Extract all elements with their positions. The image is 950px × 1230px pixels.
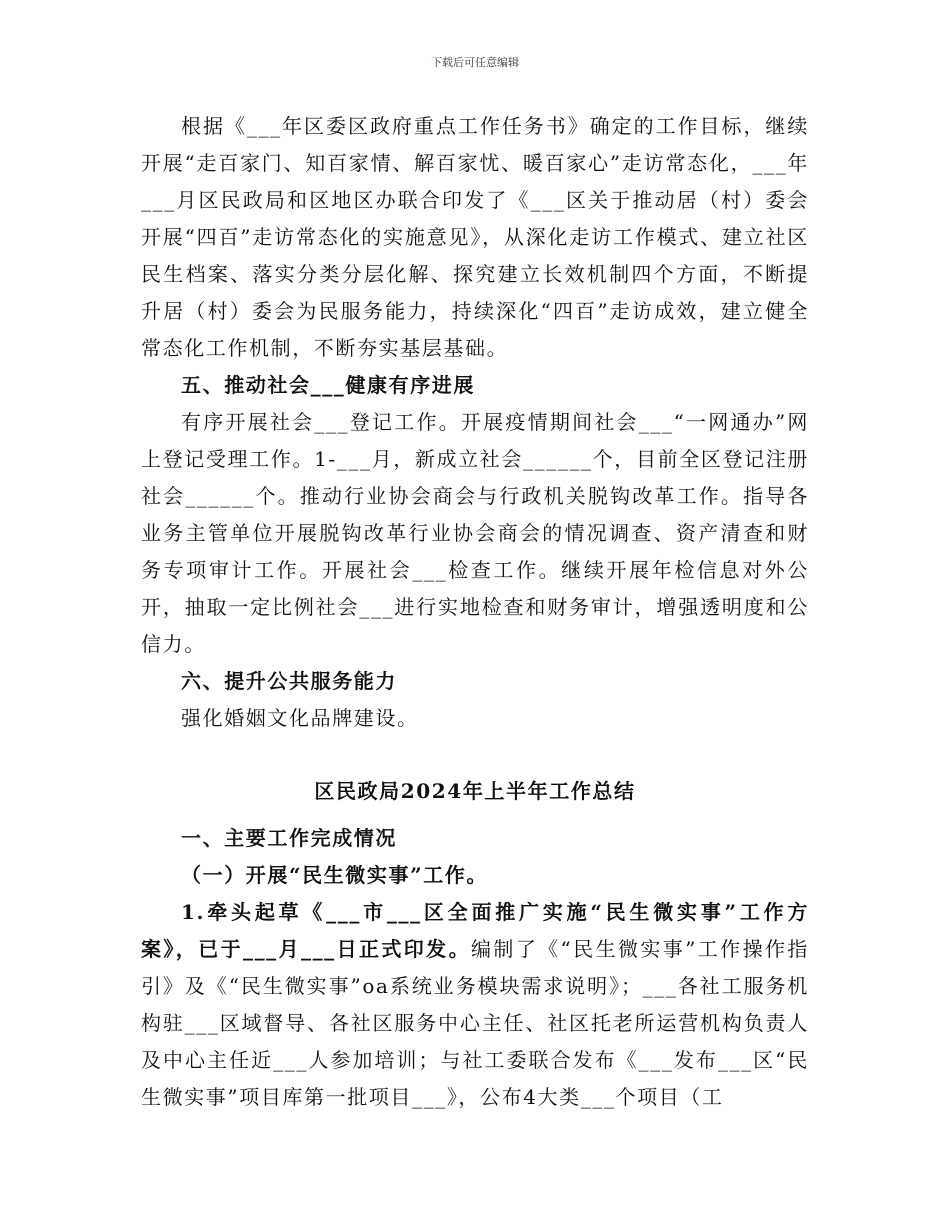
document-title: 区民政局2024年上半年工作总结 <box>314 779 636 803</box>
page-header-note: 下载后可任意编辑 <box>431 56 519 69</box>
paragraph-visits: 根据《___年区委区政府重点工作任务书》确定的工作目标，继续开展“走百家门、知百家情、解百家忧、暖百家心”走访常态化，___年___月区民政局和区地区办联合印发了《___区关于推动居（村）委会开展“四百”走访常态化的实施意见》，从深化走访工作模式、建立社区民生档案、落实分类分层化解、探究建立长效机制四个方面，不断提升居（村）委会为民服务能力，持续深化“四百”走访成效，建立健全常态化工作机制，不断夯实基层基础。 <box>141 114 809 360</box>
heading-subsection-1: （一）开展“民生微实事”工作。 <box>181 863 489 887</box>
heading-section-6: 六、提升公共服务能力 <box>181 669 397 693</box>
paragraph-minsheng-lead: 1.牵头起草《___市___区全面推广实施“民生微实事”工作方案》，已于___月___日正式印发。 <box>141 900 809 961</box>
heading-main-work: 一、主要工作完成情况 <box>181 826 397 850</box>
paragraph-marriage: 强化婚姻文化品牌建设。 <box>181 706 419 730</box>
heading-section-5: 五、推动社会___健康有序进展 <box>181 373 475 397</box>
paragraph-minsheng-body: 编制了《“民生微实事”工作操作指引》及《“民生微实事”oa系统业务模块需求说明》；___各社工服务机构驻___区域督导、各社区服务中心主任、社区托老所运营机构负责人及中心主任近___人参加培训；与社工委联合发布《___发布___区“民生微实事”项目库第一批项目___》，公布4大类___个项目（工 <box>141 937 809 1109</box>
paragraph-minsheng <box>141 894 809 1116</box>
document-body <box>141 108 809 1116</box>
paragraph-social-org: 有序开展社会___登记工作。开展疫情期间社会___“一网通办”网上登记受理工作。1-___月，新成立社会______个，目前全区登记注册社会______个。推动行业协会商会与行政机关脱钩改革工作。指导各业务主管单位开展脱钩改革行业协会商会的情况调查、资产清查和财务专项审计工作。开展社会___检查工作。继续开展年检信息对外公开，抽取一定比例社会___进行实地检查和财务审计，增强透明度和公信力。 <box>141 410 809 656</box>
